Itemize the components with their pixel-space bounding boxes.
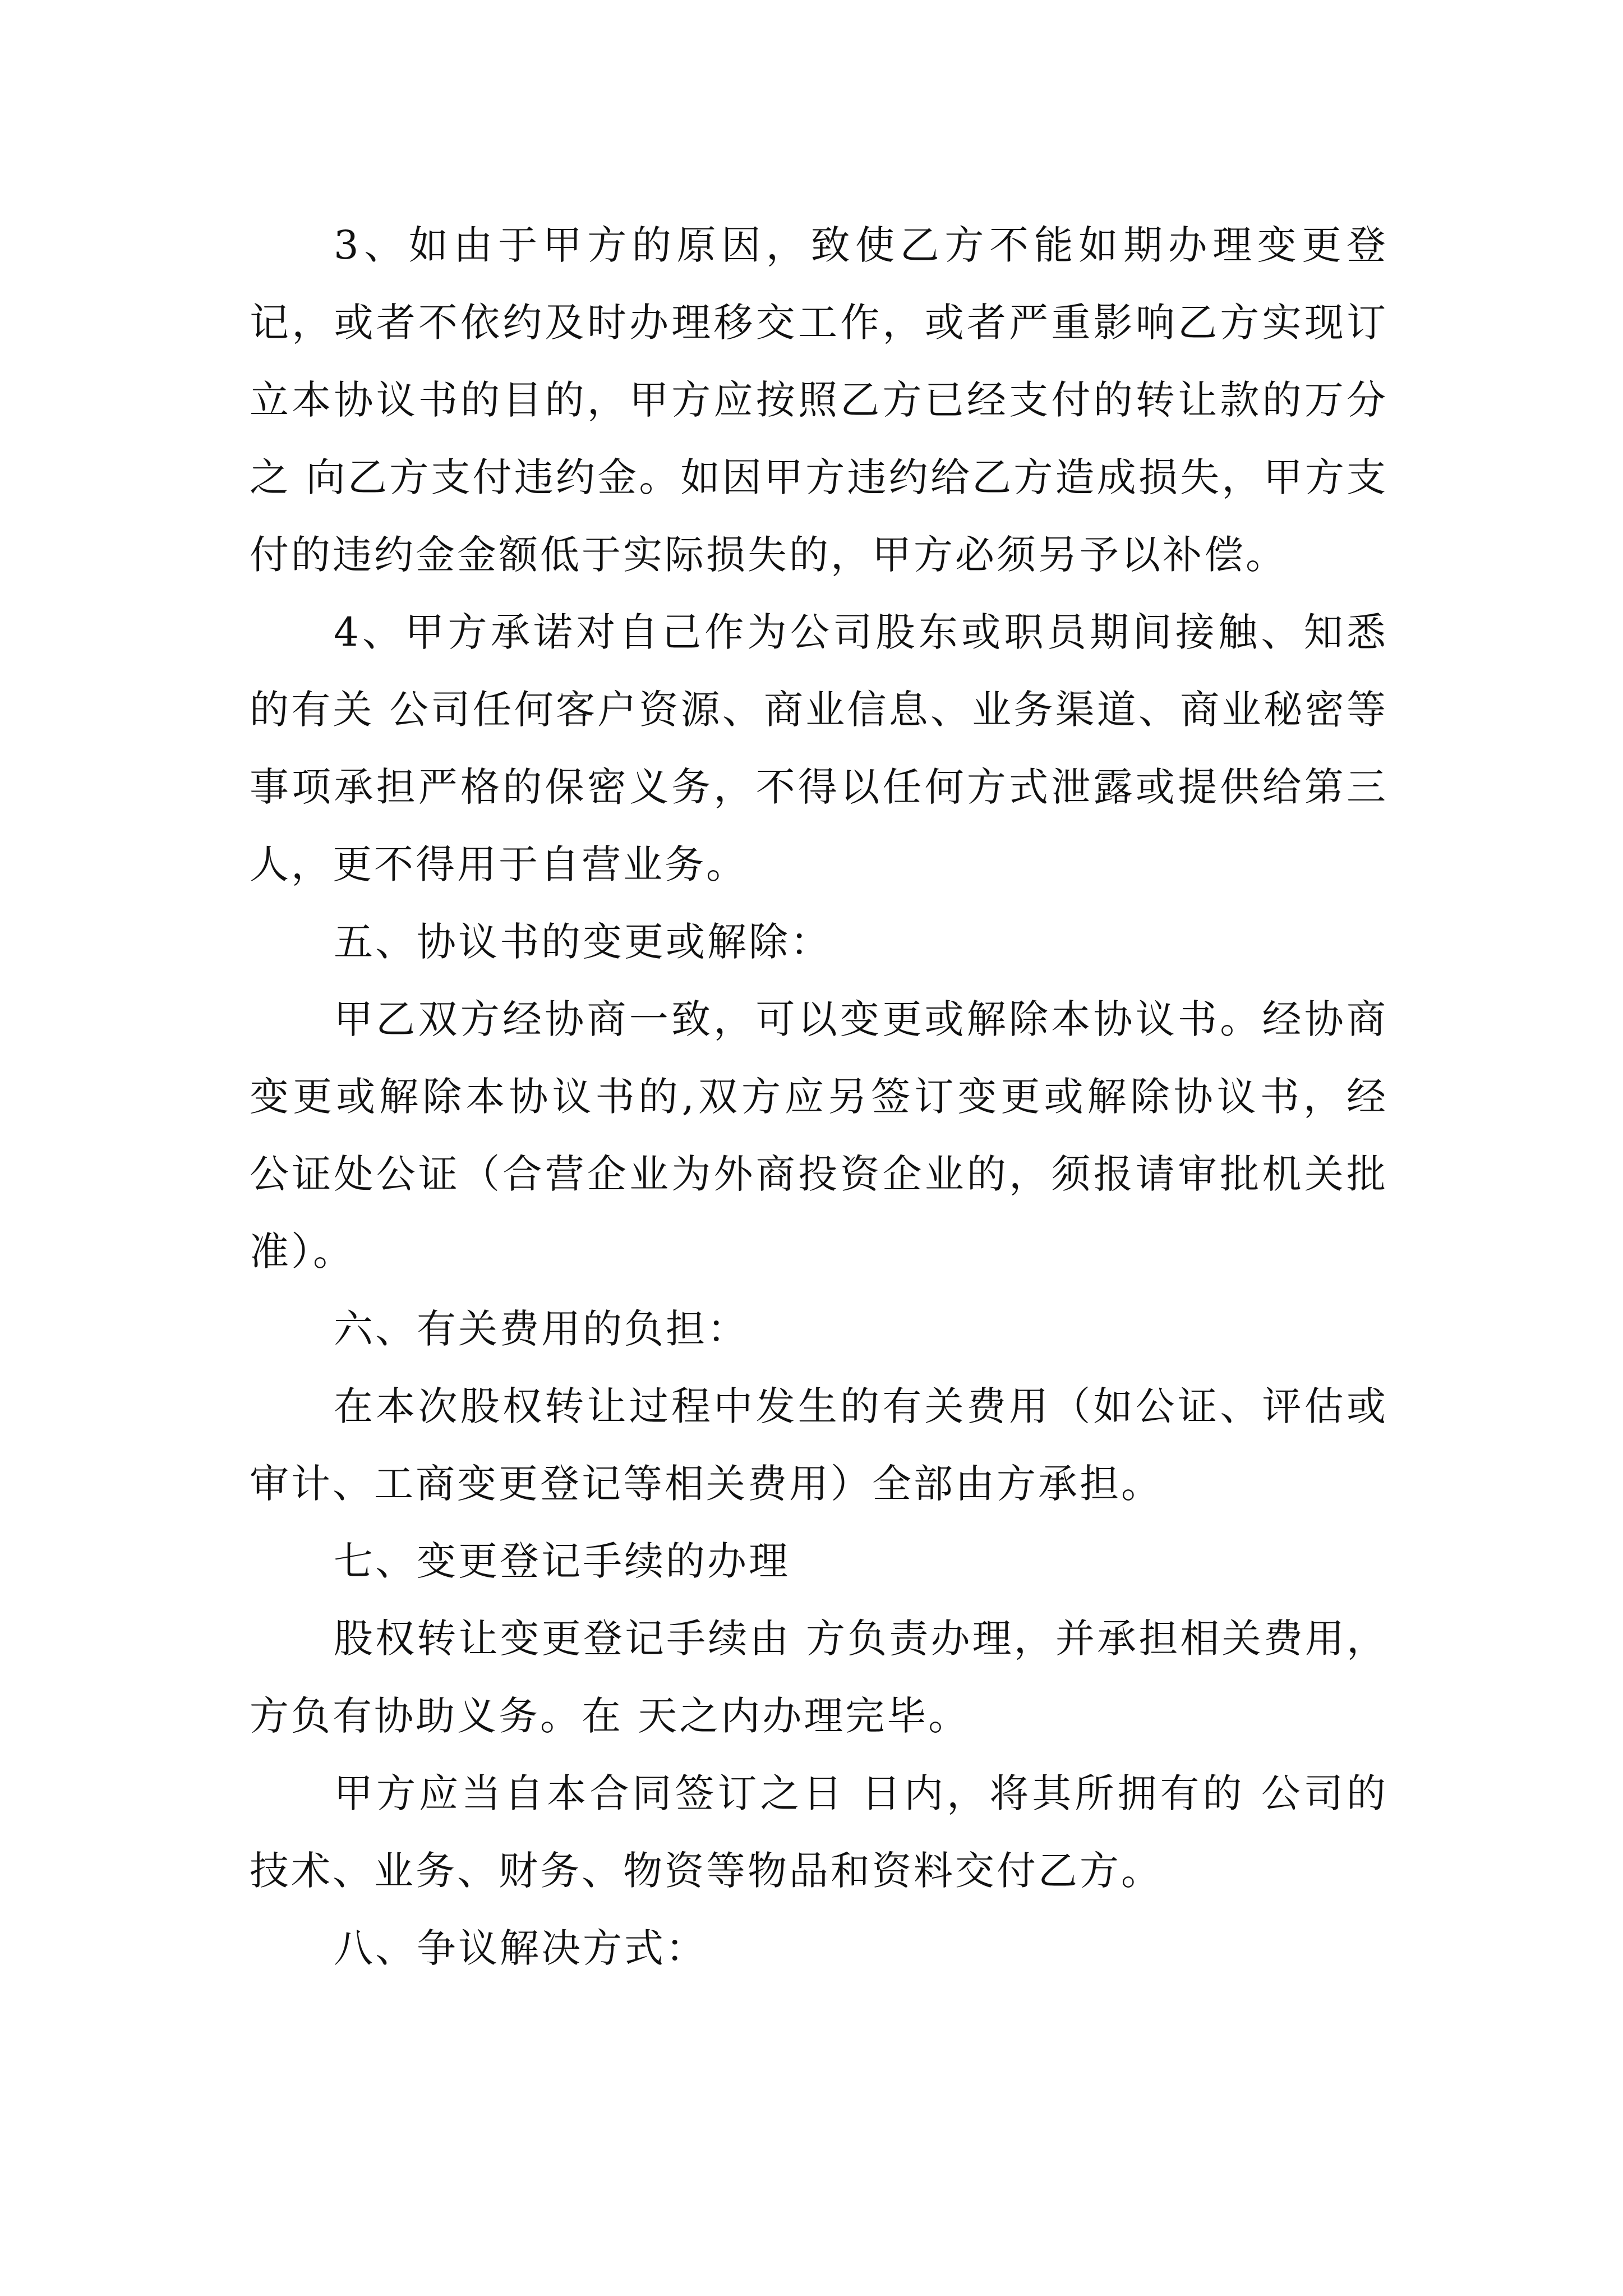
clause-4-paragraph: 4、甲方承诺对自己作为公司股东或职员期间接触、知悉的有关 公司任何客户资源、商业信息、业务渠道、商业秘密等事项承担严格的保密义务，不得以任何方式泄露或提供给第三人，更不得用于自营业务。: [250, 609, 1388, 887]
section-7-paragraph-2: 甲方应当自本合同签订之日 日内，将其所拥有的 公司的技术、业务、财务、物资等物品和资料交付乙方。: [250, 1770, 1388, 1894]
document-body: [250, 206, 1388, 1987]
section-8-heading: 八、争议解决方式：: [334, 1925, 707, 1971]
section-6-paragraph: 在本次股权转让过程中发生的有关费用（如公证、评估或审计、工商变更登记等相关费用）全部由方承担。: [250, 1383, 1388, 1507]
section-6-heading: 六、有关费用的负担：: [334, 1306, 749, 1352]
section-5-paragraph: 甲乙双方经协商一致，可以变更或解除本协议书。经协商变更或解除本协议书的,双方应另签订变更或解除协议书，经 公证处公证（合营企业为外商投资企业的，须报请审批机关批准）。: [250, 996, 1388, 1274]
section-5-heading: 五、协议书的变更或解除：: [334, 919, 832, 965]
section-7-heading: 七、变更登记手续的办理: [334, 1538, 790, 1584]
section-7-paragraph-1: 股权转让变更登记手续由 方负责办理，并承担相关费用， 方负有协助义务。在 天之内办理完毕。: [250, 1616, 1388, 1739]
clause-3-paragraph: 3、如由于甲方的原因，致使乙方不能如期办理变更登记，或者不依约及时办理移交工作，或者严重影响乙方实现订立本协议书的目的，甲方应按照乙方已经支付的转让款的万分之 向乙方支付违约金。如因甲方违约给乙方造成损失，甲方支付的违约金金额低于实际损失的，甲方必须另予以补偿。: [250, 222, 1388, 578]
